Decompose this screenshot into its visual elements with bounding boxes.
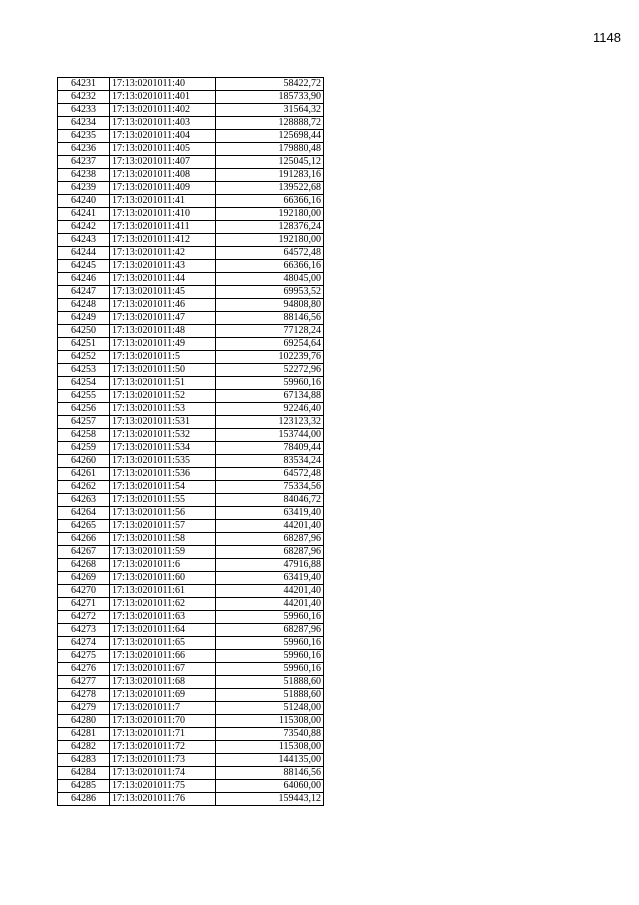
cadastral-number-cell: 17:13:0201011:403	[110, 117, 216, 130]
cadastral-number-cell: 17:13:0201011:410	[110, 208, 216, 221]
cadastral-number-cell: 17:13:0201011:534	[110, 442, 216, 455]
cadastral-value-cell: 68287,96	[216, 533, 324, 546]
cadastral-number-cell: 17:13:0201011:49	[110, 338, 216, 351]
row-number-cell: 64239	[58, 182, 110, 195]
table-row	[58, 442, 324, 455]
row-number-cell: 64236	[58, 143, 110, 156]
cadastral-value-cell: 128888,72	[216, 117, 324, 130]
cadastral-number-cell: 17:13:0201011:74	[110, 767, 216, 780]
row-number-cell: 64261	[58, 468, 110, 481]
row-number-cell: 64284	[58, 767, 110, 780]
cadastral-value-cell: 123123,32	[216, 416, 324, 429]
table-row	[58, 611, 324, 624]
table-row	[58, 234, 324, 247]
table-row	[58, 533, 324, 546]
row-number-cell: 64285	[58, 780, 110, 793]
cadastral-value-cell: 115308,00	[216, 715, 324, 728]
row-number-cell: 64242	[58, 221, 110, 234]
cadastral-number-cell: 17:13:0201011:62	[110, 598, 216, 611]
row-number-cell: 64266	[58, 533, 110, 546]
cadastral-value-cell: 66366,16	[216, 195, 324, 208]
cadastral-number-cell: 17:13:0201011:70	[110, 715, 216, 728]
cadastral-value-cell: 92246,40	[216, 403, 324, 416]
cadastral-value-cell: 88146,56	[216, 767, 324, 780]
cadastral-value-cell: 44201,40	[216, 598, 324, 611]
table-row	[58, 195, 324, 208]
table-row	[58, 715, 324, 728]
cadastral-number-cell: 17:13:0201011:58	[110, 533, 216, 546]
cadastral-value-cell: 69254,64	[216, 338, 324, 351]
cadastral-value-cell: 144135,00	[216, 754, 324, 767]
cadastral-number-cell: 17:13:0201011:76	[110, 793, 216, 806]
table-row	[58, 793, 324, 806]
table-row	[58, 273, 324, 286]
cadastral-number-cell: 17:13:0201011:51	[110, 377, 216, 390]
row-number-cell: 64263	[58, 494, 110, 507]
cadastral-value-cell: 139522,68	[216, 182, 324, 195]
cadastral-value-cell: 64572,48	[216, 247, 324, 260]
cadastral-number-cell: 17:13:0201011:52	[110, 390, 216, 403]
row-number-cell: 64281	[58, 728, 110, 741]
row-number-cell: 64270	[58, 585, 110, 598]
cadastral-number-cell: 17:13:0201011:6	[110, 559, 216, 572]
cadastral-value-cell: 69953,52	[216, 286, 324, 299]
cadastral-value-cell: 73540,88	[216, 728, 324, 741]
cadastral-value-cell: 75334,56	[216, 481, 324, 494]
table-row	[58, 754, 324, 767]
cadastral-value-cell: 64060,00	[216, 780, 324, 793]
row-number-cell: 64245	[58, 260, 110, 273]
page-number: 1148	[593, 30, 621, 45]
table-row	[58, 260, 324, 273]
cadastral-number-cell: 17:13:0201011:405	[110, 143, 216, 156]
table-row	[58, 377, 324, 390]
row-number-cell: 64249	[58, 312, 110, 325]
cadastral-number-cell: 17:13:0201011:408	[110, 169, 216, 182]
row-number-cell: 64231	[58, 78, 110, 91]
cadastral-number-cell: 17:13:0201011:53	[110, 403, 216, 416]
table-row	[58, 663, 324, 676]
table-row	[58, 130, 324, 143]
cadastral-value-cell: 44201,40	[216, 520, 324, 533]
cadastral-number-cell: 17:13:0201011:68	[110, 676, 216, 689]
table-row	[58, 208, 324, 221]
cadastral-value-cell: 179880,48	[216, 143, 324, 156]
cadastral-value-cell: 125698,44	[216, 130, 324, 143]
table-row	[58, 598, 324, 611]
row-number-cell: 64237	[58, 156, 110, 169]
table-row	[58, 338, 324, 351]
cadastral-value-cell: 84046,72	[216, 494, 324, 507]
row-number-cell: 64277	[58, 676, 110, 689]
table-row	[58, 650, 324, 663]
cadastral-value-cell: 51888,60	[216, 689, 324, 702]
table-row	[58, 572, 324, 585]
table-row	[58, 494, 324, 507]
cadastral-value-cell: 59960,16	[216, 650, 324, 663]
cadastral-number-cell: 17:13:0201011:402	[110, 104, 216, 117]
table-row	[58, 585, 324, 598]
table-row	[58, 312, 324, 325]
cadastral-value-cell: 159443,12	[216, 793, 324, 806]
cadastral-number-cell: 17:13:0201011:43	[110, 260, 216, 273]
cadastral-number-cell: 17:13:0201011:412	[110, 234, 216, 247]
table-row	[58, 702, 324, 715]
cadastral-value-cell: 185733,90	[216, 91, 324, 104]
cadastral-value-cell: 88146,56	[216, 312, 324, 325]
cadastral-number-cell: 17:13:0201011:56	[110, 507, 216, 520]
cadastral-number-cell: 17:13:0201011:401	[110, 91, 216, 104]
row-number-cell: 64232	[58, 91, 110, 104]
table-row	[58, 78, 324, 91]
table-row	[58, 286, 324, 299]
cadastral-number-cell: 17:13:0201011:59	[110, 546, 216, 559]
table-row	[58, 416, 324, 429]
row-number-cell: 64274	[58, 637, 110, 650]
table-row	[58, 390, 324, 403]
cadastral-number-cell: 17:13:0201011:42	[110, 247, 216, 260]
cadastral-value-cell: 191283,16	[216, 169, 324, 182]
cadastral-value-cell: 59960,16	[216, 377, 324, 390]
table-row	[58, 728, 324, 741]
cadastral-value-cell: 64572,48	[216, 468, 324, 481]
cadastral-number-cell: 17:13:0201011:45	[110, 286, 216, 299]
cadastral-value-cell: 115308,00	[216, 741, 324, 754]
row-number-cell: 64257	[58, 416, 110, 429]
cadastral-number-cell: 17:13:0201011:409	[110, 182, 216, 195]
row-number-cell: 64233	[58, 104, 110, 117]
row-number-cell: 64264	[58, 507, 110, 520]
cadastral-value-cell: 52272,96	[216, 364, 324, 377]
table-row	[58, 247, 324, 260]
cadastral-value-cell: 48045,00	[216, 273, 324, 286]
cadastral-value-cell: 67134,88	[216, 390, 324, 403]
row-number-cell: 64280	[58, 715, 110, 728]
cadastral-number-cell: 17:13:0201011:535	[110, 455, 216, 468]
cadastral-number-cell: 17:13:0201011:46	[110, 299, 216, 312]
cadastral-value-cell: 94808,80	[216, 299, 324, 312]
cadastral-value-cell: 47916,88	[216, 559, 324, 572]
row-number-cell: 64251	[58, 338, 110, 351]
table-row	[58, 676, 324, 689]
cadastral-number-cell: 17:13:0201011:48	[110, 325, 216, 338]
row-number-cell: 64234	[58, 117, 110, 130]
row-number-cell: 64282	[58, 741, 110, 754]
cadastral-number-cell: 17:13:0201011:55	[110, 494, 216, 507]
table-row	[58, 520, 324, 533]
cadastral-value-cell: 59960,16	[216, 637, 324, 650]
cadastral-value-cell: 153744,00	[216, 429, 324, 442]
cadastral-number-cell: 17:13:0201011:60	[110, 572, 216, 585]
cadastral-number-cell: 17:13:0201011:44	[110, 273, 216, 286]
row-number-cell: 64253	[58, 364, 110, 377]
cadastral-value-table	[57, 77, 324, 806]
cadastral-number-cell: 17:13:0201011:64	[110, 624, 216, 637]
cadastral-number-cell: 17:13:0201011:50	[110, 364, 216, 377]
table-row	[58, 182, 324, 195]
cadastral-number-cell: 17:13:0201011:532	[110, 429, 216, 442]
cadastral-value-cell: 58422,72	[216, 78, 324, 91]
table-row	[58, 624, 324, 637]
cadastral-number-cell: 17:13:0201011:41	[110, 195, 216, 208]
cadastral-number-cell: 17:13:0201011:7	[110, 702, 216, 715]
table-row	[58, 221, 324, 234]
cadastral-value-cell: 51888,60	[216, 676, 324, 689]
row-number-cell: 64246	[58, 273, 110, 286]
cadastral-number-cell: 17:13:0201011:69	[110, 689, 216, 702]
cadastral-number-cell: 17:13:0201011:536	[110, 468, 216, 481]
cadastral-number-cell: 17:13:0201011:72	[110, 741, 216, 754]
cadastral-value-cell: 44201,40	[216, 585, 324, 598]
row-number-cell: 64248	[58, 299, 110, 312]
row-number-cell: 64241	[58, 208, 110, 221]
row-number-cell: 64244	[58, 247, 110, 260]
row-number-cell: 64259	[58, 442, 110, 455]
cadastral-number-cell: 17:13:0201011:57	[110, 520, 216, 533]
row-number-cell: 64283	[58, 754, 110, 767]
row-number-cell: 64265	[58, 520, 110, 533]
cadastral-number-cell: 17:13:0201011:531	[110, 416, 216, 429]
table-row	[58, 299, 324, 312]
row-number-cell: 64262	[58, 481, 110, 494]
row-number-cell: 64268	[58, 559, 110, 572]
table-row	[58, 546, 324, 559]
cadastral-number-cell: 17:13:0201011:61	[110, 585, 216, 598]
row-number-cell: 64258	[58, 429, 110, 442]
cadastral-value-cell: 77128,24	[216, 325, 324, 338]
row-number-cell: 64260	[58, 455, 110, 468]
row-number-cell: 64278	[58, 689, 110, 702]
cadastral-number-cell: 17:13:0201011:5	[110, 351, 216, 364]
row-number-cell: 64252	[58, 351, 110, 364]
cadastral-number-cell: 17:13:0201011:75	[110, 780, 216, 793]
cadastral-value-cell: 51248,00	[216, 702, 324, 715]
table-row	[58, 767, 324, 780]
table-row	[58, 169, 324, 182]
row-number-cell: 64272	[58, 611, 110, 624]
cadastral-number-cell: 17:13:0201011:411	[110, 221, 216, 234]
cadastral-number-cell: 17:13:0201011:66	[110, 650, 216, 663]
cadastral-value-cell: 59960,16	[216, 611, 324, 624]
cadastral-number-cell: 17:13:0201011:71	[110, 728, 216, 741]
cadastral-value-cell: 192180,00	[216, 234, 324, 247]
row-number-cell: 64256	[58, 403, 110, 416]
table-row	[58, 364, 324, 377]
cadastral-number-cell: 17:13:0201011:63	[110, 611, 216, 624]
table-row	[58, 117, 324, 130]
row-number-cell: 64235	[58, 130, 110, 143]
cadastral-number-cell: 17:13:0201011:404	[110, 130, 216, 143]
table-row	[58, 780, 324, 793]
cadastral-number-cell: 17:13:0201011:40	[110, 78, 216, 91]
cadastral-number-cell: 17:13:0201011:67	[110, 663, 216, 676]
row-number-cell: 64275	[58, 650, 110, 663]
cadastral-number-cell: 17:13:0201011:407	[110, 156, 216, 169]
table-row	[58, 455, 324, 468]
cadastral-value-cell: 66366,16	[216, 260, 324, 273]
row-number-cell: 64279	[58, 702, 110, 715]
table-row	[58, 403, 324, 416]
row-number-cell: 64267	[58, 546, 110, 559]
table-row	[58, 481, 324, 494]
cadastral-value-cell: 192180,00	[216, 208, 324, 221]
row-number-cell: 64255	[58, 390, 110, 403]
row-number-cell: 64271	[58, 598, 110, 611]
row-number-cell: 64243	[58, 234, 110, 247]
table-row	[58, 507, 324, 520]
row-number-cell: 64269	[58, 572, 110, 585]
table-row	[58, 143, 324, 156]
table-row	[58, 468, 324, 481]
cadastral-number-cell: 17:13:0201011:47	[110, 312, 216, 325]
row-number-cell: 64247	[58, 286, 110, 299]
row-number-cell: 64240	[58, 195, 110, 208]
cadastral-value-cell: 68287,96	[216, 624, 324, 637]
cadastral-value-cell: 128376,24	[216, 221, 324, 234]
row-number-cell: 64250	[58, 325, 110, 338]
cadastral-value-cell: 63419,40	[216, 572, 324, 585]
table-row	[58, 351, 324, 364]
cadastral-value-cell: 68287,96	[216, 546, 324, 559]
cadastral-value-cell: 102239,76	[216, 351, 324, 364]
table-body	[58, 78, 324, 806]
table-row	[58, 637, 324, 650]
table-row	[58, 91, 324, 104]
cadastral-number-cell: 17:13:0201011:73	[110, 754, 216, 767]
row-number-cell: 64273	[58, 624, 110, 637]
table-row	[58, 325, 324, 338]
row-number-cell: 64238	[58, 169, 110, 182]
table-row	[58, 429, 324, 442]
table-row	[58, 559, 324, 572]
cadastral-value-cell: 125045,12	[216, 156, 324, 169]
cadastral-value-cell: 83534,24	[216, 455, 324, 468]
row-number-cell: 64254	[58, 377, 110, 390]
cadastral-value-cell: 63419,40	[216, 507, 324, 520]
row-number-cell: 64276	[58, 663, 110, 676]
cadastral-number-cell: 17:13:0201011:65	[110, 637, 216, 650]
table-row	[58, 689, 324, 702]
table-row	[58, 741, 324, 754]
cadastral-value-cell: 78409,44	[216, 442, 324, 455]
table-row	[58, 156, 324, 169]
cadastral-value-cell: 31564,32	[216, 104, 324, 117]
cadastral-value-cell: 59960,16	[216, 663, 324, 676]
cadastral-number-cell: 17:13:0201011:54	[110, 481, 216, 494]
table-row	[58, 104, 324, 117]
row-number-cell: 64286	[58, 793, 110, 806]
